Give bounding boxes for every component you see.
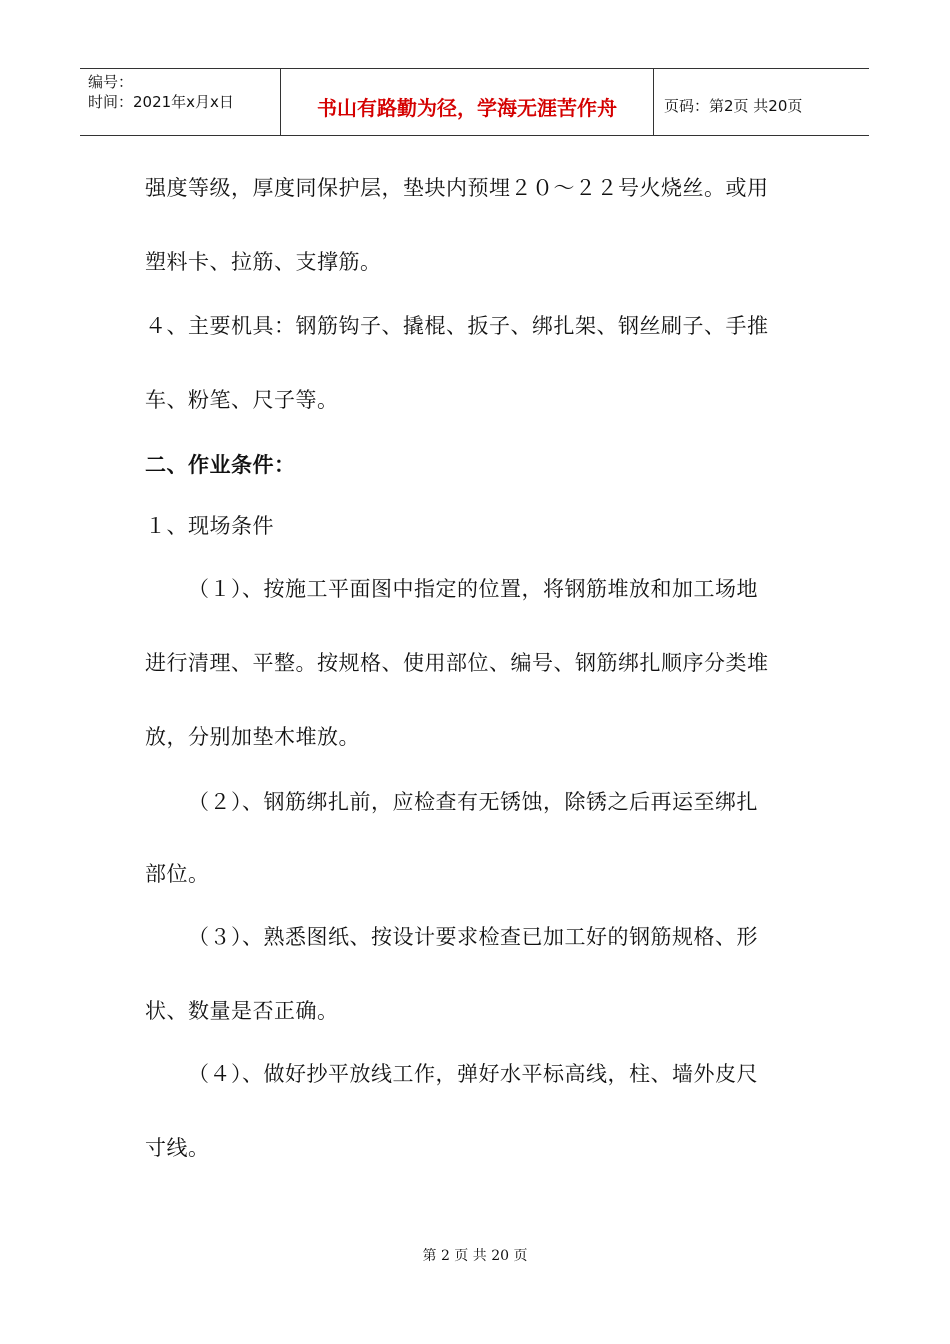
- section-heading: 二、作业条件：: [145, 453, 296, 477]
- paragraph-line: （３）、熟悉图纸、按设计要求检查已加工好的钢筋规格、形: [188, 925, 758, 949]
- header-motto-cell: [281, 69, 654, 135]
- paragraph-line: 部位。: [145, 862, 210, 886]
- date-label: 时间：2021年x月x日: [88, 93, 234, 111]
- page-footer: 第 2 页 共 20 页: [422, 1248, 528, 1264]
- header-page-cell: [654, 69, 869, 135]
- motto: 书山有路勤为径，学海无涯苦作舟: [317, 95, 617, 120]
- paragraph-line: 放，分别加垫木堆放。: [145, 725, 360, 749]
- paragraph-line: （２）、钢筋绑扎前，应检查有无锈蚀，除锈之后再运至绑扎: [188, 790, 758, 814]
- number-label: 编号：: [88, 73, 134, 91]
- header-left-cell: [80, 69, 281, 135]
- paragraph-line: 进行清理、平整。按规格、使用部位、编号、钢筋绑扎顺序分类堆: [145, 651, 769, 675]
- paragraph-line: 状、数量是否正确。: [145, 999, 339, 1023]
- paragraph-line: （４）、做好抄平放线工作，弹好水平标高线，柱、墙外皮尺: [188, 1062, 758, 1086]
- paragraph-line: 寸线。: [145, 1136, 210, 1160]
- paragraph-line: 车、粉笔、尺子等。: [145, 388, 339, 412]
- subsection-heading: １、现场条件: [145, 514, 274, 538]
- paragraph-line: ４、主要机具：钢筋钩子、撬棍、扳子、绑扎架、钢丝刷子、手推: [145, 314, 769, 338]
- paragraph-line: 强度等级，厚度同保护层，垫块内预埋２０～２２号火烧丝。或用: [145, 176, 769, 200]
- page-info: 页码：第2页 共20页: [664, 96, 803, 115]
- paragraph-line: （１）、按施工平面图中指定的位置，将钢筋堆放和加工场地: [188, 577, 758, 601]
- paragraph-line: 塑料卡、拉筋、支撑筋。: [145, 250, 382, 274]
- page-header: [80, 68, 869, 136]
